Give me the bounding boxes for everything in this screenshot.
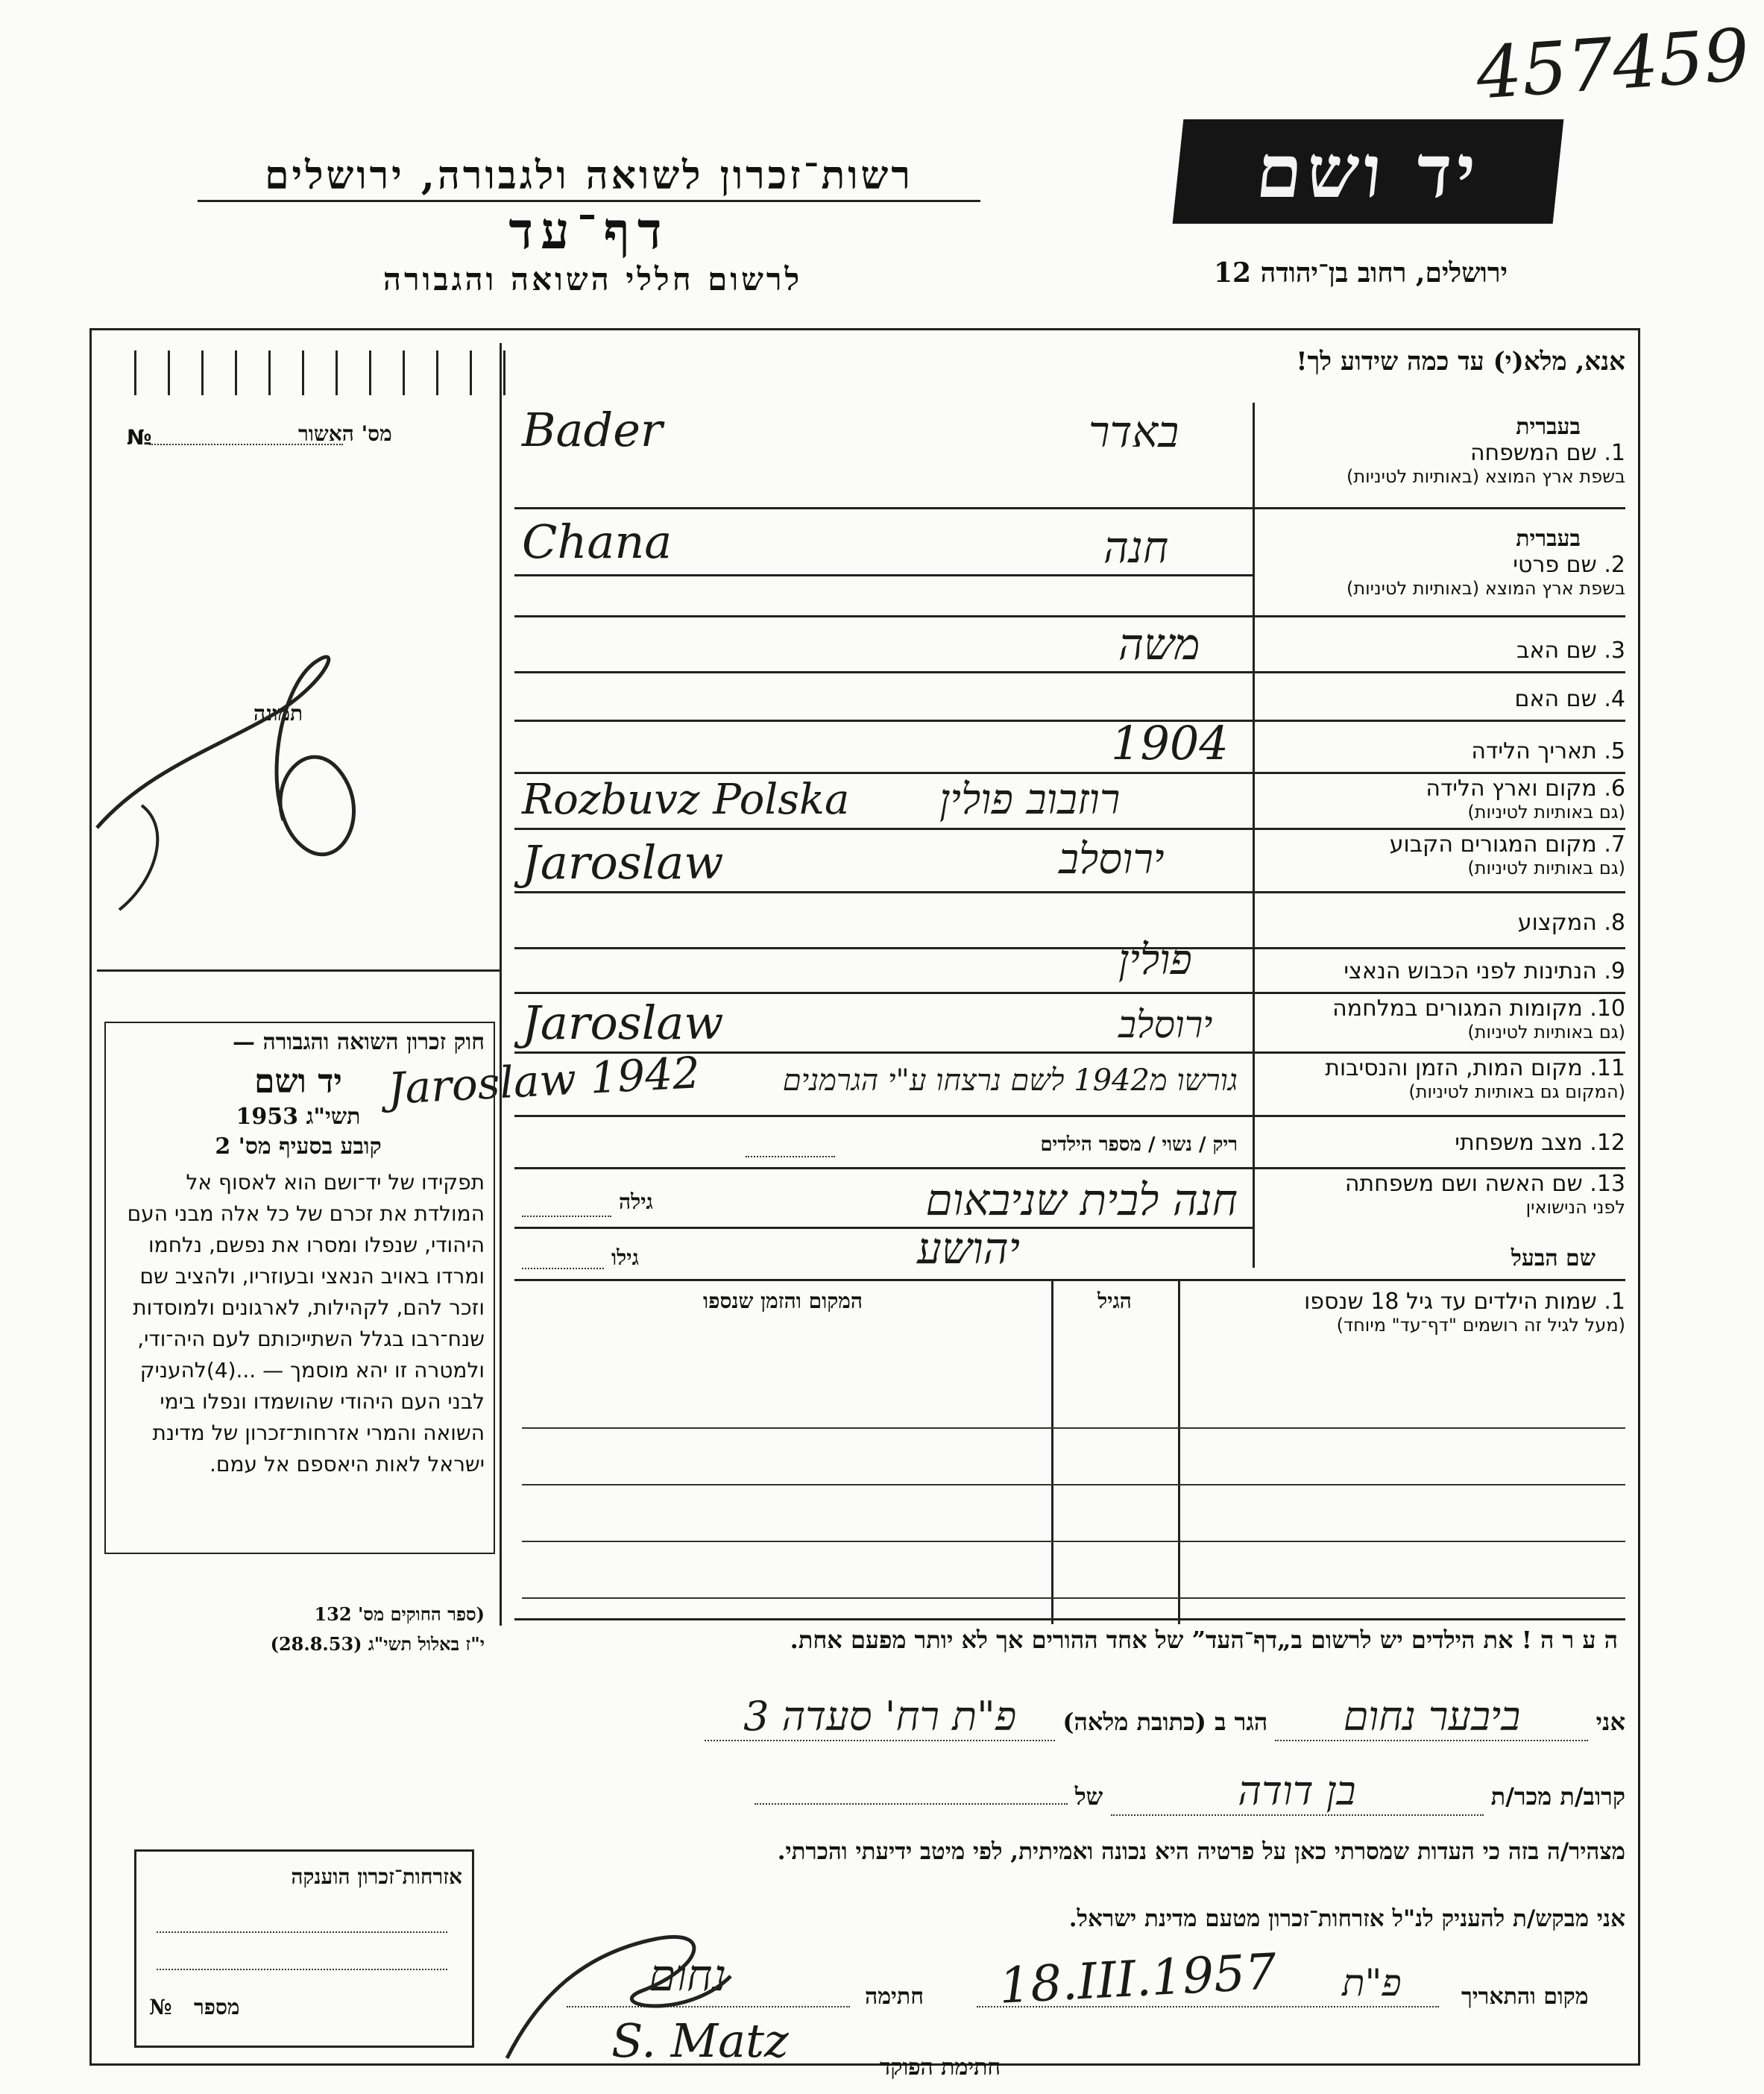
field-3-hebrew[interactable]: משה: [1118, 619, 1200, 670]
row-line: [514, 947, 1625, 949]
field-8-title: המקצוע: [1517, 910, 1597, 936]
tick-row: [134, 350, 507, 395]
law-ref: (ספר החוקים מס' 132: [314, 1603, 485, 1625]
field-1-hebrew[interactable]: באדר: [1089, 406, 1179, 457]
field-1-sub: בשפת ארץ המוצא (באותיות לטיניות): [1346, 466, 1625, 487]
field-2-lang: בעברית: [1516, 526, 1581, 552]
field-13-label: [1267, 1171, 1625, 1218]
field-13-suffix: גילה: [619, 1189, 653, 1214]
husband-name[interactable]: יהושע: [917, 1223, 1020, 1274]
field-9-num: 9.: [1604, 958, 1625, 984]
field-6-sub: (גם באותיות לטיניות): [1467, 802, 1625, 823]
request: אני מבקש/ת להעניק לנ"ל אזרחות־זכרון מטעם מדינת ישראל.: [1068, 1905, 1625, 1932]
relation-prefix: קרוב/ת מכר/ת: [1490, 1782, 1625, 1811]
citizenship-title: אזרחות־זכרון הוענקה: [291, 1864, 462, 1889]
law-name: יד ושם: [254, 1063, 342, 1101]
row-line: [514, 1167, 1625, 1169]
witness-prefix: אני: [1596, 1708, 1625, 1736]
approval-sign: №: [127, 425, 152, 450]
field-10-label: [1267, 996, 1625, 1043]
form-subtitle: לרשום חללי השואה והגבורה: [382, 261, 803, 298]
citizenship-line: [157, 1969, 447, 1970]
field-2-num: 2.: [1604, 552, 1625, 578]
field-7-num: 7.: [1604, 831, 1625, 858]
row-line: [514, 992, 1625, 994]
witness-mid: הגר ב (כתובת מלאה): [1062, 1708, 1268, 1736]
row-line: [514, 828, 1625, 830]
place-date-label: מקום והתאריך: [1461, 1984, 1589, 2010]
field-10-num: 10.: [1590, 996, 1625, 1022]
field-13-sub: לפני הנישואין: [1525, 1197, 1625, 1218]
field-2-latin[interactable]: Chana: [522, 515, 672, 569]
yad-vashem-logo: [1173, 119, 1564, 224]
field-4-title: שם האם: [1514, 686, 1597, 712]
side-panel-divider: [500, 343, 502, 1626]
field-2-label: [1267, 552, 1625, 599]
children-heading-sub: (מעל לגיל זה רושמים "דף־עד" מיוחד): [1336, 1315, 1625, 1336]
law-text: תפקידו של יד־ושם הוא לאסוף אל המולדת את זכרם של כל אלה מבני העם היהודי, שנפלו ומסרו את נפשם, נלחמו ומרדו באויב הנאצי ובעוזריו, ולהציב שם וזכר להם, לקהילות, לארגונים ולמוסדות שנח־רבו בגלל השתייכותם לעם היה־ודי, ולמטרה זו יהא מוסמך — ...(4)להעניק לבני העם היהודי שהושמדו ונפלו בימי השואה והמרי אזרחות־זכרון של מדינת ישראל לאות היאספם אל עמם.: [127, 1170, 485, 1477]
law-title: חוק זכרון השואה והגבורה —: [233, 1029, 485, 1055]
field-7-hebrew[interactable]: ירוסלב: [1059, 835, 1165, 884]
note-text: ה ע ר ה ! את הילדים יש לרשום ב„דף־העד” של אחד ההורים אך לא יותר מפעם אחת.: [790, 1626, 1618, 1654]
field-5-num: 5.: [1604, 738, 1625, 764]
row-line: [514, 772, 1625, 774]
field-13-age-line: [522, 1216, 611, 1217]
witness-name[interactable]: ביבער נחום: [1275, 1693, 1588, 1741]
number-label: מספר: [194, 1995, 240, 2019]
field-10-sub: (גם באותיות לטיניות): [1467, 1022, 1625, 1043]
side-separator: [97, 969, 500, 972]
field-13-hebrew[interactable]: חנה לבית שניבאום: [925, 1175, 1238, 1225]
field-5-title: תאריך הלידה: [1471, 738, 1597, 764]
field-9-label: [1267, 958, 1625, 984]
field-6-latin[interactable]: Rozbuvz Polska: [522, 776, 850, 824]
col-place-header: המקום והזמן שנספו: [703, 1289, 863, 1313]
field-1-num: 1.: [1604, 440, 1625, 466]
row-line: [514, 720, 1625, 722]
number-sign: №: [149, 1995, 172, 2019]
field-5-label: [1267, 738, 1625, 764]
children-heading-text: שמות הילדים עד גיל 18 שנספו: [1304, 1289, 1597, 1315]
field-12-label: [1267, 1130, 1625, 1156]
witness-line-1: [514, 1693, 1625, 1741]
field-11-label: [1267, 1055, 1625, 1102]
citizenship-line: [157, 1931, 447, 1933]
official-sig-label: חתימת הפוקד: [880, 2054, 1001, 2081]
row-line: [514, 891, 1625, 893]
field-10-title: מקומות המגורים במלחמה: [1332, 996, 1583, 1022]
relation-value[interactable]: בן דודה: [1111, 1767, 1484, 1816]
field-6-hebrew[interactable]: רוזבוב פולין: [939, 776, 1121, 824]
official-sig-value[interactable]: S. Matz: [611, 2013, 789, 2068]
field-11-hebrew[interactable]: גורשו מ1942 לשם נרצחו ע"י הגרמנים: [782, 1063, 1238, 1098]
row-line: [514, 615, 1625, 617]
row-line: [514, 574, 1253, 576]
photo-label: תמונה: [253, 701, 303, 726]
field-2-sub: בשפת ארץ המוצא (באותיות לטיניות): [1346, 578, 1625, 599]
field-6-title: מקום וארץ הלידה: [1426, 776, 1597, 802]
field-11-title: מקום המות, הזמן והנסיבות: [1325, 1055, 1583, 1081]
field-11-num: 11.: [1590, 1055, 1625, 1081]
signature-label: חתימה: [865, 1984, 924, 2010]
address: ירושלים, רחוב בן־יהודה 12: [1213, 257, 1508, 289]
field-10-hebrew[interactable]: ירוסלב: [1118, 1003, 1213, 1046]
field-12-dots: [746, 1156, 835, 1157]
signature-scribble: [492, 1909, 820, 2073]
row-line: [514, 671, 1625, 673]
row-line: [514, 1115, 1625, 1117]
approval-line: [149, 444, 343, 445]
field-11-sub: (המקום גם באותיות לטיניות): [1408, 1081, 1625, 1102]
witness-address[interactable]: פ"ת רח' סעדה 3: [705, 1693, 1055, 1741]
label-divider: [1253, 403, 1255, 1268]
field-3-title: שם האב: [1516, 638, 1597, 664]
form-title: דף־עד: [508, 201, 670, 261]
law-ref-date: י"ז באלול תשי"ג (28.8.53): [270, 1633, 485, 1655]
field-12-num: 12.: [1590, 1130, 1625, 1156]
witness-line-2: [514, 1767, 1625, 1816]
declaration: מצהיר/ה בזה כי העדות שמסרתי כאן על פרטיה היא נכונה ואמיתית, לפי מיטב ידיעתי והכרתי.: [777, 1838, 1625, 1865]
field-12-options: ריק / נשוי / מספר הילדים: [1040, 1134, 1238, 1156]
field-8-label: [1267, 910, 1625, 936]
field-3-num: 3.: [1604, 638, 1625, 664]
field-7-sub: (גם באותיות לטיניות): [1467, 858, 1625, 878]
archive-number: 457459: [1473, 13, 1752, 116]
field-11-latin[interactable]: Jaroslaw 1942: [386, 1047, 702, 1114]
photo-scribble: [89, 582, 403, 940]
field-8-num: 8.: [1604, 910, 1625, 936]
logo-text: יד ושם: [1252, 128, 1484, 215]
approval-label: מס' האשור: [298, 421, 392, 446]
field-7-title: מקום המגורים הקבוע: [1389, 831, 1597, 858]
field-13-title: שם האשה ושם משפחתה: [1344, 1171, 1583, 1197]
husband-label: שם הבעל: [1511, 1245, 1596, 1271]
place-value[interactable]: פ"ת: [1342, 1961, 1402, 2005]
date-value[interactable]: 18.III.1957: [998, 1943, 1278, 2015]
relation-fill: [755, 1803, 1068, 1805]
husband-age-line: [522, 1268, 604, 1269]
field-9-hebrew[interactable]: פולין: [1118, 936, 1192, 984]
row-line: [514, 1279, 1625, 1281]
intro-text: אנא, מלא(י) עד כמה שידוע לך!: [1296, 347, 1625, 377]
field-2-title: שם פרטי: [1513, 552, 1597, 578]
relation-suffix: של: [1074, 1782, 1103, 1811]
law-year: תשי"ג 1953: [236, 1104, 361, 1130]
field-1-latin[interactable]: Bader: [522, 403, 663, 457]
field-2-hebrew[interactable]: חנה: [1103, 522, 1169, 573]
date-line: [977, 2006, 1439, 2007]
field-13-num: 13.: [1590, 1171, 1625, 1197]
field-1-lang: בעברית: [1516, 414, 1581, 440]
field-1-label: [1267, 440, 1625, 487]
row-line: [514, 1618, 1625, 1620]
field-7-latin[interactable]: Jaroslaw: [522, 835, 724, 890]
field-5-value[interactable]: 1904: [1111, 716, 1229, 770]
children-heading-num: 1.: [1604, 1289, 1625, 1315]
field-9-title: הנתינות לפני הכבוש הנאצי: [1344, 958, 1597, 984]
row-line: [514, 1227, 1253, 1229]
field-6-label: [1267, 776, 1625, 823]
field-10-latin[interactable]: Jaroslaw: [522, 996, 724, 1050]
field-4-num: 4.: [1604, 686, 1625, 712]
field-6-num: 6.: [1604, 776, 1625, 802]
field-12-title: מצב משפחתי: [1455, 1130, 1583, 1156]
field-7-label: [1267, 831, 1625, 878]
row-line: [514, 507, 1625, 509]
authority-title: רשות־זכרון לשואה ולגבורה, ירושלים: [265, 153, 913, 198]
field-4-label: [1267, 686, 1625, 712]
col-age-header: הגיל: [1097, 1289, 1132, 1313]
field-3-label: [1267, 638, 1625, 664]
signature-value[interactable]: נחום: [649, 1950, 727, 2001]
children-heading: [1185, 1289, 1625, 1336]
children-rows: [522, 1372, 1625, 1611]
husband-suffix: גילו: [611, 1245, 639, 1270]
law-clause: קובע בסעיף מס' 2: [215, 1134, 382, 1160]
field-1-title: שם המשפחה: [1470, 440, 1597, 466]
